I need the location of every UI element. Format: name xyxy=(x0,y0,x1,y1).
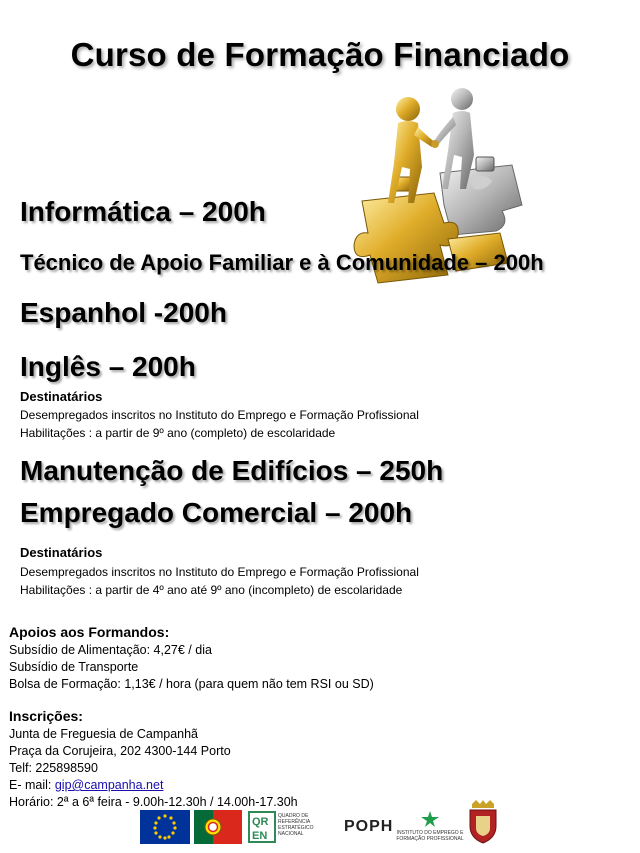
habilitacoes-line: Habilitações : a partir de 9º ano (completo) de escolaridade xyxy=(20,426,336,440)
course-ingles: Inglês – 200h xyxy=(20,351,196,382)
apoio-bolsa: Bolsa de Formação: 1,13€ / hora (para quem não tem RSI ou SD) xyxy=(9,677,374,691)
inscricoes-morada: Praça da Corujeira, 202 4300-144 Porto xyxy=(9,744,231,758)
email-link[interactable]: gip@campanha.net xyxy=(54,778,164,792)
email-label: E- mail: xyxy=(9,778,55,792)
destinatarios-heading: Destinatários xyxy=(20,389,103,404)
portugal-flag-logo xyxy=(194,810,242,844)
qren-mark-icon xyxy=(248,810,276,844)
qren-text: QUADRO DE REFERÊNCIA ESTRATÉGICO NACIONAL xyxy=(278,813,314,837)
apoio-transporte: Subsídio de Transporte xyxy=(9,660,139,674)
iefp-logo xyxy=(396,810,464,844)
inscricoes-horario: Horário: 2ª a 6ª feira - 9.00h-12.30h / 14.00h-17.30h xyxy=(9,795,298,809)
course-empregado-comercial: Empregado Comercial – 200h xyxy=(20,497,413,528)
page-title: Curso de Formação Financiado xyxy=(70,36,570,73)
svg-text:EN: EN xyxy=(252,830,268,842)
inscricoes-email-row xyxy=(9,778,163,792)
inscricoes-telefone: Telf: 225898590 xyxy=(9,761,98,775)
iefp-mark-icon xyxy=(420,810,440,828)
course-informatica: Informática – 200h xyxy=(20,196,266,227)
destinatarios-heading: Destinatários xyxy=(20,545,103,560)
course-tecnico-apoio-familiar: Técnico de Apoio Familiar e à Comunidade – 200h xyxy=(20,250,544,275)
inscricoes-heading: Inscrições: xyxy=(9,708,83,724)
course-manutencao-edificios: Manutenção de Edifícios – 250h xyxy=(20,455,444,486)
apoios-heading: Apoios aos Formandos: xyxy=(9,624,170,640)
destinatarios-line: Desempregados inscritos no Instituto do Emprego e Formação Profissional xyxy=(20,565,419,579)
coat-of-arms-logo xyxy=(466,800,500,844)
iefp-text: INSTITUTO DO EMPREGO E FORMAÇÃO PROFISSIONAL xyxy=(396,830,464,842)
inscricoes-junta: Junta de Freguesia de Campanhã xyxy=(9,727,199,741)
eu-flag-logo xyxy=(140,810,190,844)
habilitacoes-line: Habilitações : a partir de 4º ano até 9º ano (incompleto) de escolaridade xyxy=(20,583,403,597)
course-espanhol: Espanhol -200h xyxy=(20,297,227,328)
poph-logo: POPH xyxy=(344,818,394,835)
qren-logo xyxy=(248,810,340,844)
apoio-alimentacao: Subsídio de Alimentação: 4,27€ / dia xyxy=(9,643,212,657)
destinatarios-line: Desempregados inscritos no Instituto do Emprego e Formação Profissional xyxy=(20,408,419,422)
svg-text:QR: QR xyxy=(252,816,269,828)
